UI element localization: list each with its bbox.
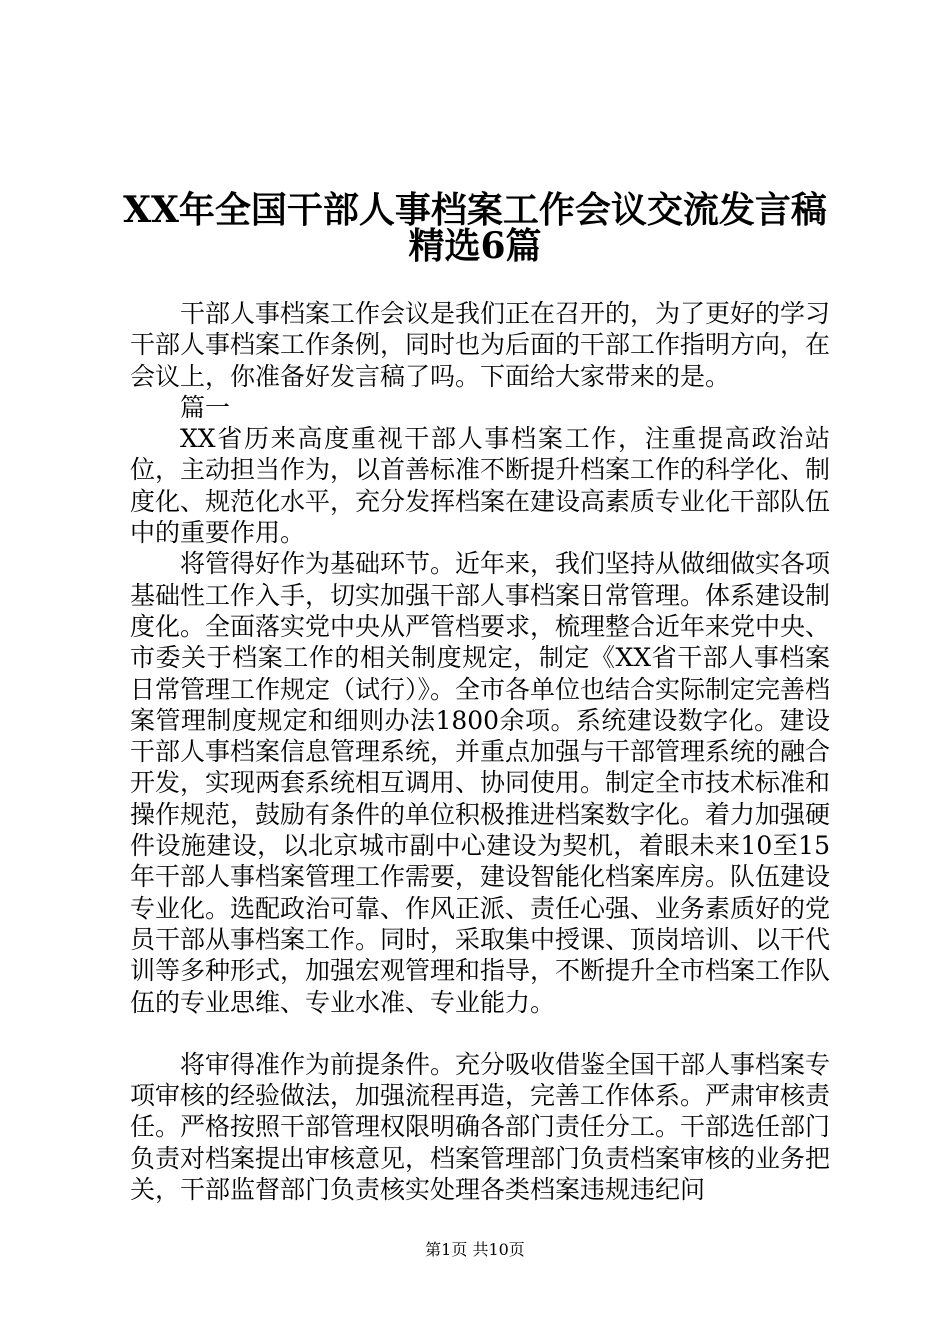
document-title-line-1: XX年全国干部人事档案工作会议交流发言稿 [123, 189, 827, 231]
body-paragraph: XX省历来高度重视干部人事档案工作，注重提高政治站位，主动担当作为，以首善标准不断提升档案工作的科学化、制度化、规范化水平，充分发挥档案在建设高素质专业化干部队伍中的重要作用。 [130, 424, 831, 548]
body-paragraph: 将审得准作为前提条件。充分吸收借鉴全国干部人事档案专项审核的经验做法，加强流程再造，完善工作体系。严肃审核责任。严格按照干部管理权限明确各部门责任分工。干部选任部门负责对档案提出审核意见，档案管理部门负责档案审核的业务把关，干部监督部门负责核实处理各类档案违规违纪问 [130, 1049, 831, 1205]
intro-paragraph: 干部人事档案工作会议是我们正在召开的，为了更好的学习干部人事档案工作条例，同时也为后面的干部工作指明方向，在会议上，你准备好发言稿了吗。下面给大家带来的是。 [130, 299, 831, 391]
document-body [130, 298, 830, 1205]
page-footer: 第1页 共10页 [425, 1240, 525, 1259]
body-paragraph: 将管得好作为基础环节。近年来，我们坚持从做细做实各项基础性工作入手，切实加强干部人事档案日常管理。体系建设制度化。全面落实党中央从严管档要求，梳理整合近年来党中央、市委关于档案工作的相关制度规定，制定《XX省干部人事档案日常管理工作规定（试行）》。全市各单位也结合实际制定完善档案管理制度规定和细则办法1800余项。系统建设数字化。建设干部人事档案信息管理系统，并重点加强与干部管理系统的融合开发，实现两套系统相互调用、协同使用。制定全市技术标准和操作规范，鼓励有条件的单位积极推进档案数字化。着力加强硬件设施建设，以北京城市副中心建设为契机，着眼未来10至15年干部人事档案管理工作需要，建设智能化档案库房。队伍建设专业化。选配政治可靠、作风正派、责任心强、业务素质好的党员干部从事档案工作。同时，采取集中授课、顶岗培训、以干代训等多种形式，加强宏观管理和指导，不断提升全市档案工作队伍的专业思维、专业水准、专业能力。 [130, 549, 831, 1017]
document-title-line-2: 精选6篇 [408, 225, 542, 267]
section-heading: 篇一 [180, 392, 231, 422]
